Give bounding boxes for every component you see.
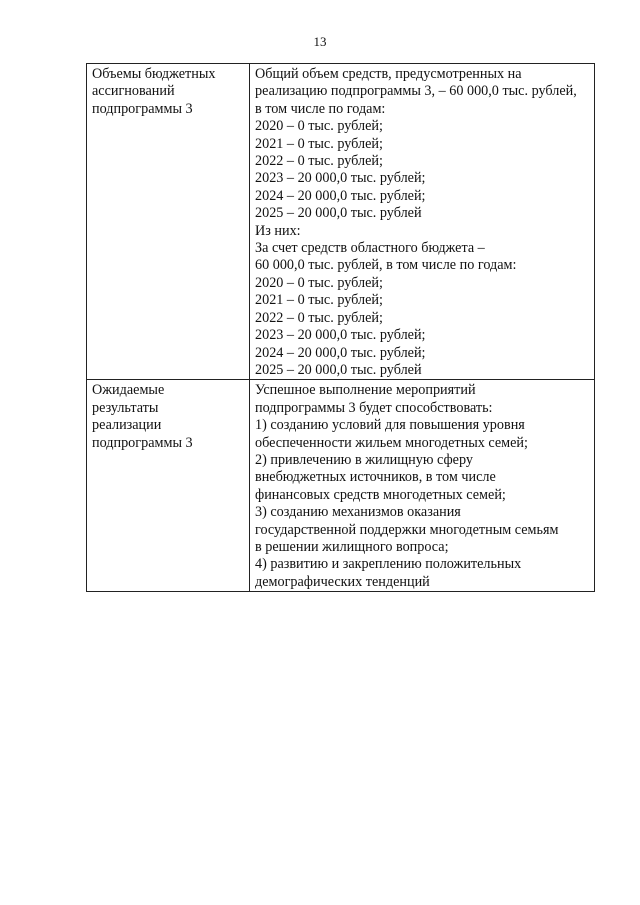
content-line: в том числе по годам: xyxy=(255,100,386,117)
row-content-budget xyxy=(250,64,595,380)
label-line: подпрограммы 3 xyxy=(92,434,193,451)
content-line: За счет средств областного бюджета – xyxy=(255,240,485,257)
content-line: 60 000,0 тыс. рублей, в том числе по годам: xyxy=(255,257,517,274)
content-line: 2023 – 20 000,0 тыс. рублей; xyxy=(255,327,426,344)
content-line: финансовых средств многодетных семей; xyxy=(255,486,506,503)
label-line: Ожидаемые xyxy=(92,382,165,399)
content-line: 1) созданию условий для повышения уровня xyxy=(255,417,525,434)
row-label-budget xyxy=(87,64,250,380)
content-line: Из них: xyxy=(255,222,301,239)
content-line: 3) созданию механизмов оказания xyxy=(255,504,461,521)
content-line: 2022 – 0 тыс. рублей; xyxy=(255,309,383,326)
page-number: 13 xyxy=(313,34,327,49)
content-line: демографических тенденций xyxy=(255,573,430,590)
label-line: Объемы бюджетных xyxy=(92,66,216,82)
content-line: 2025 – 20 000,0 тыс. рублей xyxy=(255,205,422,222)
content-line: в решении жилищного вопроса; xyxy=(255,538,449,555)
label-line: подпрограммы 3 xyxy=(92,100,193,117)
content-line: 2023 – 20 000,0 тыс. рублей; xyxy=(255,170,426,187)
content-line: реализацию подпрограммы 3, – 60 000,0 тыс. рублей, xyxy=(255,83,577,100)
content-line: 2021 – 0 тыс. рублей; xyxy=(255,135,383,152)
subprogram-table xyxy=(86,63,595,592)
label-line: результаты xyxy=(92,399,159,416)
label-line: реализации xyxy=(92,417,162,434)
content-line: 2024 – 20 000,0 тыс. рублей; xyxy=(255,344,426,361)
content-line: Общий объем средств, предусмотренных на xyxy=(255,66,522,82)
content-line: 2025 – 20 000,0 тыс. рублей xyxy=(255,361,422,378)
content-line: 2020 – 0 тыс. рублей; xyxy=(255,274,383,291)
content-line: Успешное выполнение мероприятий xyxy=(255,382,476,399)
content-line: обеспеченности жильем многодетных семей; xyxy=(255,434,528,451)
content-line: 2020 – 0 тыс. рублей; xyxy=(255,118,383,135)
table-row-results xyxy=(87,380,595,592)
content-line: 2024 – 20 000,0 тыс. рублей; xyxy=(255,187,426,204)
row-label-results xyxy=(87,380,250,592)
label-line: ассигнований xyxy=(92,83,175,100)
table-row-budget xyxy=(87,64,595,380)
content-line: внебюджетных источников, в том числе xyxy=(255,469,496,486)
content-line: 2) привлечению в жилищную сферу xyxy=(255,451,473,468)
content-line: подпрограммы 3 будет способствовать: xyxy=(255,399,493,416)
content-line: государственной поддержки многодетным семьям xyxy=(255,521,559,538)
content-line: 4) развитию и закреплению положительных xyxy=(255,556,522,573)
row-content-results xyxy=(250,380,595,592)
content-line: 2022 – 0 тыс. рублей; xyxy=(255,153,383,170)
content-line: 2021 – 0 тыс. рублей; xyxy=(255,292,383,309)
